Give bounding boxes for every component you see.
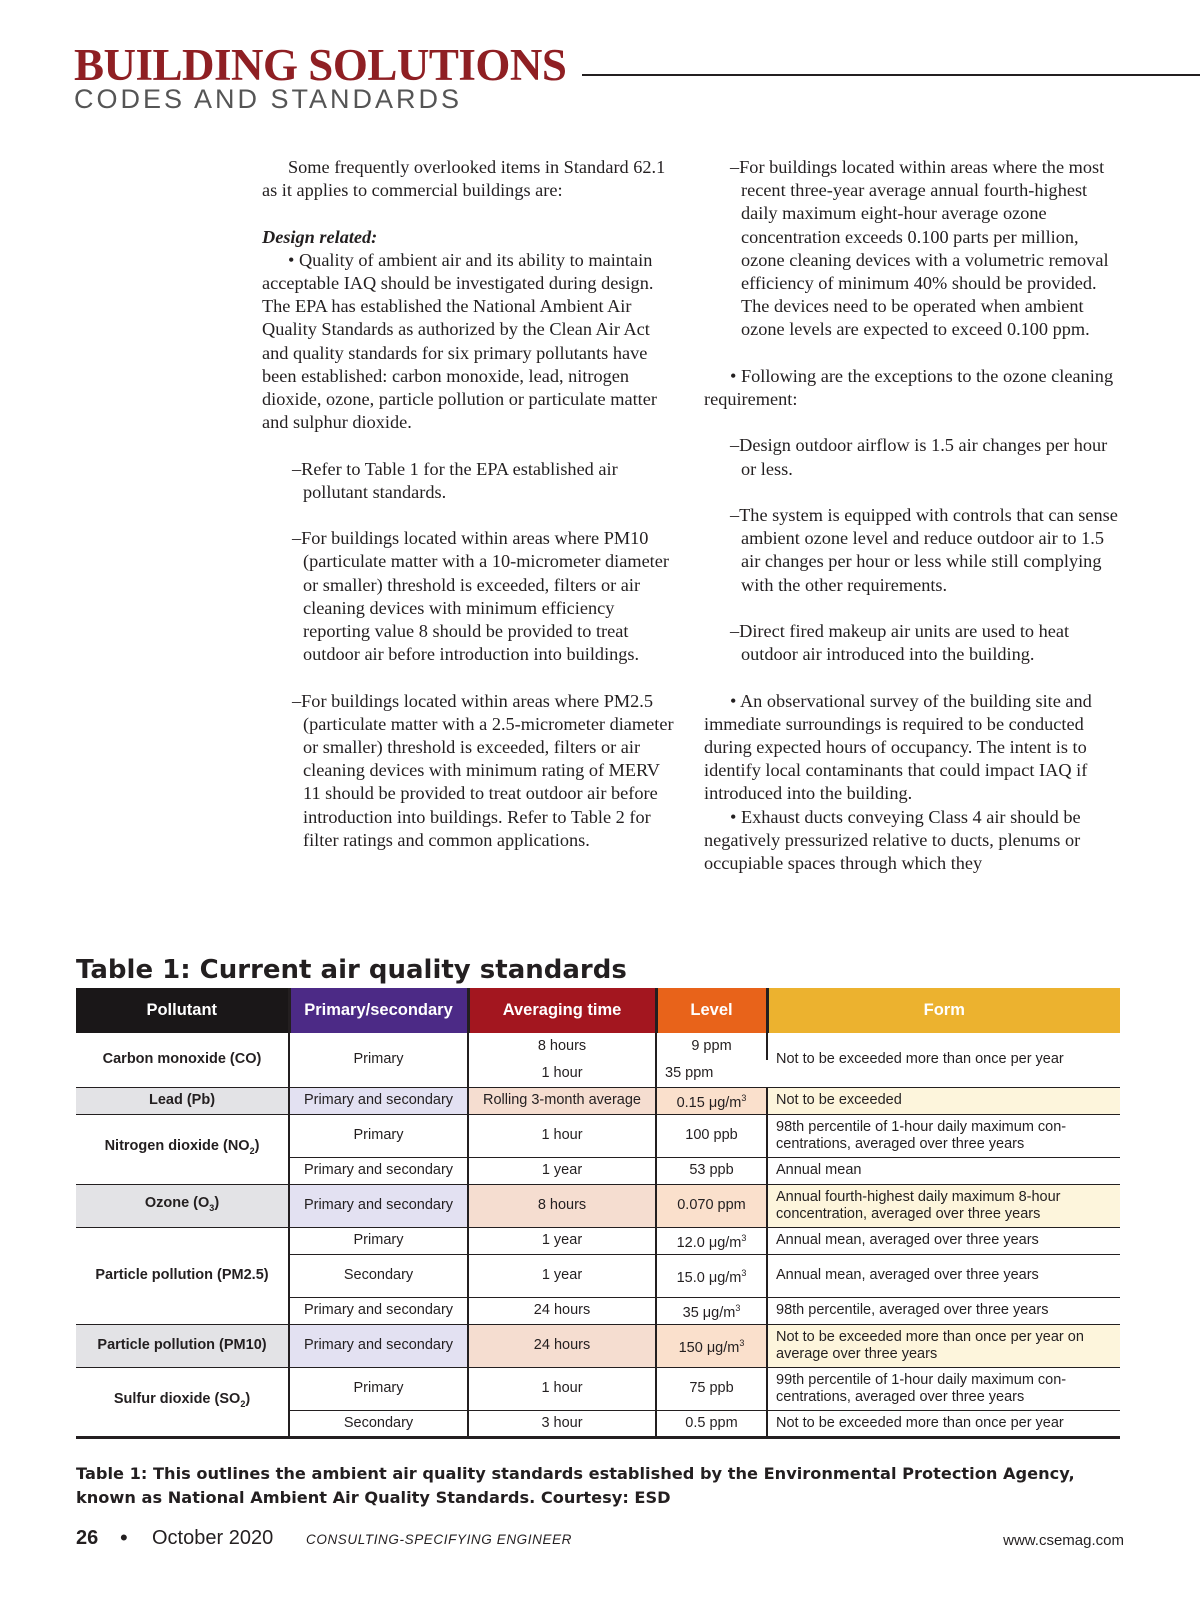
level-cell: 75 ppb [656,1367,767,1410]
magazine-name: CONSULTING-SPECIFYING ENGINEER [306,1532,573,1547]
primary-secondary-cell: Primary and secondary [289,1184,468,1227]
primary-secondary-cell: Primary [289,1033,468,1087]
level-cell: 9 ppm [656,1033,767,1060]
averaging-time-cell: Rolling 3-month average [468,1087,656,1114]
primary-secondary-cell: Secondary [289,1254,468,1297]
averaging-time-cell: 24 hours [468,1297,656,1324]
table-row [76,1227,1120,1254]
dash-controls: –The system is equipped with controls that can sense ambient ozone level and reduce outdoor air to 1.5 air changes per hour or less while still complying with the other requirements. [730,505,1118,595]
header-form: Form [767,988,1120,1033]
table-row [76,1114,1120,1157]
pollutant-cell: Lead (Pb) [76,1087,289,1114]
bullet-survey: • An observational survey of the building site and immediate surroundings is required to be conducted during expected hours of occupancy. The intent is to identify local contaminants that could impact IAQ if introduced into the building. [704,690,1092,804]
level-cell: 0.070 ppm [656,1184,767,1227]
table-row [76,1367,1120,1410]
dash-pm10: –For buildings located within areas where PM10 (particulate matter with a 10-micrometer diameter or smaller) threshold is exceeded, filters or air cleaning devices with minimum efficiency reporting value 8 should be provided to treat outdoor air before introduction into buildings. [292,528,669,665]
section-subtitle: CODES AND STANDARDS [74,84,463,114]
right-column [704,156,1118,875]
dash-pm25: –For buildings located within areas where PM2.5 (particulate matter with a 2.5-micrometer diameter or smaller) threshold is exceeded, filters or air cleaning devices with minimum rating of MERV 11 should be provided to treat outdoor air before introduction into buildings. Refer to Table 2 for filter ratings and common applications. [292,690,674,850]
bullet-exhaust: • Exhaust ducts conveying Class 4 air should be negatively pressurized relative to ducts, plenums or occupiable spaces through which they [704,806,1081,874]
header-rule [582,74,1200,76]
primary-secondary-cell: Primary and secondary [289,1087,468,1114]
form-cell: Not to be exceeded more than once per year on average over three years [767,1324,1120,1367]
website-url: www.csemag.com [1003,1532,1124,1549]
pollutant-cell: Sulfur dioxide $(SO_2)$ [76,1367,289,1437]
dash-table-ref: –Refer to Table 1 for the EPA established air pollutant standards. [292,458,618,502]
pollutant-cell: Carbon monoxide (CO) [76,1033,289,1087]
bullet-ambient-air: • Quality of ambient air and its ability to maintain acceptable IAQ should be investigated during design. The EPA has established the National Ambient Air Quality Standards as authorized by the Clean Air Act and quality standards for six primary pollutants have been established: carbon monoxide, lead, nitrogen dioxide, ozone, particle pollution or particulate matter and sulphur dioxide. [262,249,657,433]
table-caption: Table 1: This outlines the ambient air quality standards established by the Environmental Protection Agency, known as National Ambient Air Quality Standards. Courtesy: ESD [76,1464,1075,1507]
pollutant-cell: Particle pollution (PM2.5) [76,1227,289,1324]
primary-secondary-cell: Primary and secondary [289,1297,468,1324]
averaging-time-cell: 3 hour [468,1410,656,1437]
level-cell: 12.0 $\mu g/m^3$ [656,1227,767,1254]
bullet-exceptions: • Following are the exceptions to the ozone cleaning requirement: [704,365,1114,410]
form-cell: Annual fourth-highest daily maximum 8-hour concentration, averaged over three years [767,1184,1120,1227]
averaging-time-cell: 1 hour [468,1367,656,1410]
intro-paragraph: Some frequently overlooked items in Standard 62.1 as it applies to commercial buildings are: [262,157,666,201]
header-primary-secondary: Primary/secondary [289,988,468,1033]
primary-secondary-cell: Primary and secondary [289,1157,468,1184]
level-cell: 100 ppb [656,1114,767,1157]
averaging-time-cell: 1 hour [468,1060,656,1087]
form-cell: Not to be exceeded [767,1087,1120,1114]
table-row [76,1087,1120,1114]
form-cell: Annual mean [767,1157,1120,1184]
level-cell: 53 ppb [656,1157,767,1184]
page-number: 26 [76,1527,99,1549]
averaging-time-cell: 1 hour [468,1114,656,1157]
primary-secondary-cell: Primary [289,1227,468,1254]
averaging-time-cell: 1 year [468,1157,656,1184]
left-column [262,156,679,852]
header-level: Level [656,988,767,1033]
form-cell: Annual mean, averaged over three years [767,1254,1120,1297]
footer-bullet: • [120,1525,128,1550]
primary-secondary-cell: Primary [289,1367,468,1410]
primary-secondary-cell: Secondary [289,1410,468,1437]
averaging-time-cell: 8 hours [468,1184,656,1227]
form-cell: 98th percentile, averaged over three years [767,1297,1120,1324]
section-title: BUILDING SOLUTIONS [74,40,567,90]
table-row [76,1324,1120,1367]
table-row [76,1184,1120,1227]
averaging-time-cell: 1 year [468,1227,656,1254]
level-cell: 15.0 $\mu g/m^3$ [656,1254,767,1297]
air-quality-table [76,988,1120,1439]
level-cell: 35 ppm [656,1060,767,1087]
primary-secondary-cell: Primary [289,1114,468,1157]
issue-date: October 2020 [152,1527,274,1549]
pollutant-cell: Ozone $(O_3)$ [76,1184,289,1227]
table-header-row [76,988,1120,1033]
averaging-time-cell: 1 year [468,1254,656,1297]
header-averaging-time: Averaging time [468,988,656,1033]
page-footer [76,1527,1124,1557]
dash-airflow: –Design outdoor airflow is 1.5 air changes per hour or less. [730,435,1108,479]
table-title: Table 1: Current air quality standards [76,955,627,985]
level-cell: 150 $\mu g/m^3$ [656,1324,767,1367]
table-row [76,1033,1120,1060]
form-cell: 98th percentile of 1-hour daily maximum con-centrations, averaged over three years [767,1114,1120,1157]
level-cell: 0.15 $\mu g/m^3$ [656,1087,767,1114]
dash-ozone: –For buildings located within areas where the most recent three-year average annual fourth-highest daily maximum eight-hour average ozone concentration exceeds 0.100 parts per million, ozone cleaning devices with a volumetric removal efficiency of minimum 40% should be provided. The devices need to be operated when ambient ozone levels are expected to exceed 0.100 ppm. [730,157,1109,340]
primary-secondary-cell: Primary and secondary [289,1324,468,1367]
form-cell: Not to be exceeded more than once per year [767,1033,1120,1087]
form-cell: Annual mean, averaged over three years [767,1227,1120,1254]
averaging-time-cell: 24 hours [468,1324,656,1367]
averaging-time-cell: 8 hours [468,1033,656,1060]
level-cell: 0.5 ppm [656,1410,767,1437]
pollutant-cell: Particle pollution (PM10) [76,1324,289,1367]
form-cell: Not to be exceeded more than once per year [767,1410,1120,1437]
pollutant-cell: Nitrogen dioxide $(NO_2)$ [76,1114,289,1184]
level-cell: 35 $\mu g/m^3$ [656,1297,767,1324]
design-related-heading: Design related: [262,226,378,247]
header-pollutant: Pollutant [76,988,289,1033]
dash-makeup-air: –Direct fired makeup air units are used to heat outdoor air introduced into the building. [730,621,1070,665]
form-cell: 99th percentile of 1-hour daily maximum con-centrations, averaged over three years [767,1367,1120,1410]
